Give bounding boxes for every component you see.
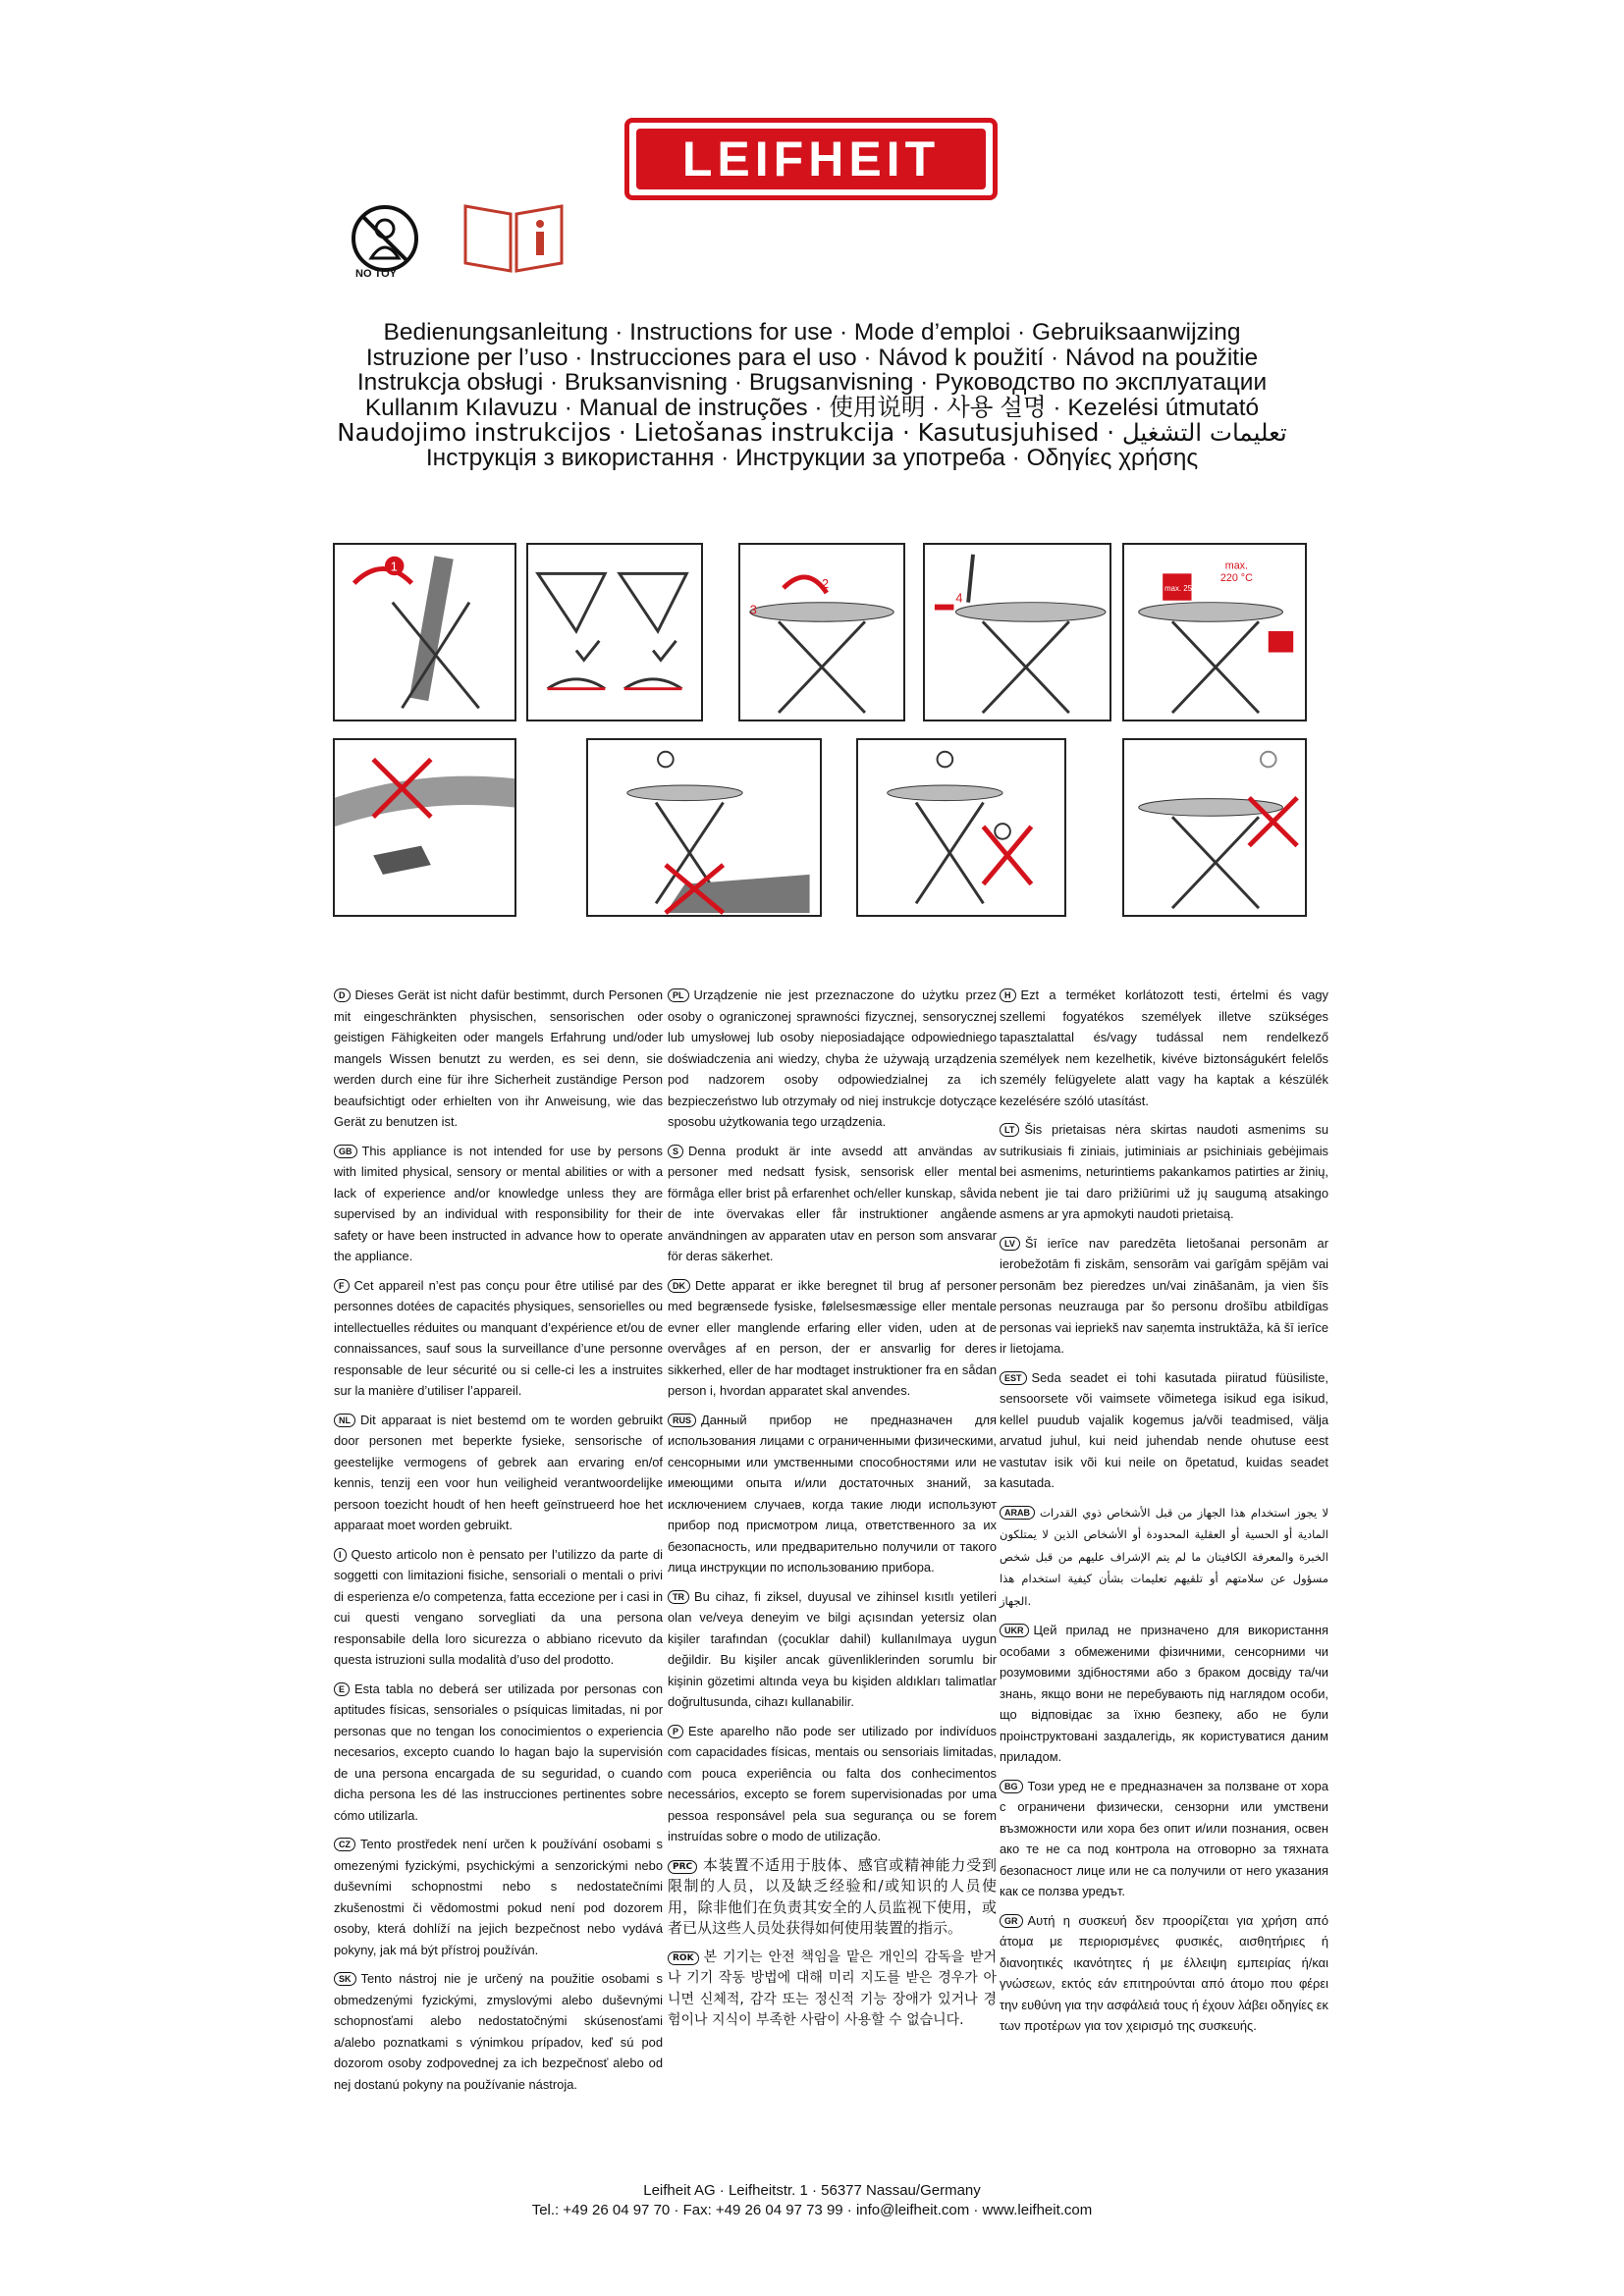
country-badge: UKR xyxy=(1000,1624,1029,1637)
safety-paragraph xyxy=(1000,1502,1328,1613)
paragraph-text: 본 기기는 안전 책임을 맡은 개인의 감독을 받거나 기기 작동 방법에 대해 미리 지도를 받은 경우가 아니면 신체적, 감각 또는 정신적 기능 장애가 있거나 경험이나 지식이 부족한 사람이 사용할 수 없습니다. xyxy=(668,1949,997,2028)
max-label: max. xyxy=(1224,560,1249,572)
safety-paragraph xyxy=(334,1968,663,2095)
step-label: 1 xyxy=(390,559,398,574)
country-badge: ROK xyxy=(668,1951,699,1965)
country-badge: ARAB xyxy=(1000,1506,1035,1520)
paragraph-text: Този уред не е предназначен за ползване от хора с ограничени физически, сензорни или умствени възможности или хора без опит и/или познания, освен ако те не са под контрола на отговорно за тяхната безопасност лице или не са получили от него указания как се ползва уредът. xyxy=(1000,1778,1328,1898)
safety-paragraph xyxy=(668,985,997,1133)
country-badge: I xyxy=(334,1548,347,1562)
safety-paragraph xyxy=(668,1855,997,1940)
country-badge: RUS xyxy=(668,1414,696,1427)
country-badge: F xyxy=(334,1279,350,1293)
safety-paragraph xyxy=(668,1948,997,2032)
paragraph-text: لا يجوز استخدام هذا الجهاز من قبل الأشخاص ذوي القدرات المادية أو الحسية أو العقلية المحدودة أو الأشخاص الذين لا يمتلكون الخبرة والمعرفة الكافيتان ما لم يتم الإشراف عليهم من قبل شخص مسؤول عن سلامتهم أو تلقيهم تعليمات بشأن كيفية استخدام هذا الجهاز. xyxy=(1000,1505,1328,1608)
text-column-1 xyxy=(334,985,663,2103)
paragraph-text: 本装置不适用于肢体、感官或精神能力受到限制的人员，以及缺乏经验和/或知识的人员使用，除非他们在负责其安全的人员监视下使用，或者已从这些人员处获得如何使用装置的指示。 xyxy=(668,1855,997,1937)
paragraph-text: Цей прилад не призначено для використання особами з обмеженими фізичними, сенсорними чи розумовими здібностями або з браком досвіду та/чи знань, якщо вони не перебувають під наглядом особи, що відповідає за їхню безпеку, або не були проінструктовані заздалегідь, як користуватися даним приладом. xyxy=(1000,1623,1328,1764)
country-badge: BG xyxy=(1000,1780,1023,1793)
title-line: Bedienungsanleitung · Instructions for use · Mode d’emploi · Gebruiksaanwijzing xyxy=(383,319,1241,346)
country-badge: NL xyxy=(334,1414,355,1427)
country-badge: PRC xyxy=(668,1860,697,1874)
paragraph-text: Tento prostředek není určen k používání osobami s omezenými fyzickými, psychickými a senzorickými nebo duševními schopnostmi nebo s nedostatečními zkušenostmi či vědomostmi pokud není pod dozorem osoby, která dohlíží na jejich bezpečnost nebo vydává pokyny, jak má být přístroj používán. xyxy=(334,1837,663,1957)
country-badge: E xyxy=(334,1682,350,1696)
paragraph-text: Esta tabla no deberá ser utilizada por personas con aptitudes físicas, sensoriales o psíquicas limitadas, ni por personas que no tengan los conocimientos o experiencia necesarios, excepto cuando lo hagan bajo la supervisión de una persona encargada de su seguridad, o cuando dicha persona les dé las instrucciones pertinentes sobre cómo utilizarla. xyxy=(334,1681,663,1823)
safety-paragraph xyxy=(1000,1367,1328,1494)
safety-paragraph xyxy=(334,1141,663,1267)
safety-paragraph xyxy=(1000,1119,1328,1225)
country-badge: GB xyxy=(334,1145,357,1158)
step-label: 4 xyxy=(955,590,963,606)
country-badge: SK xyxy=(334,1972,356,1986)
safety-paragraph xyxy=(1000,1233,1328,1360)
safety-paragraph xyxy=(668,1275,997,1402)
paragraph-text: Dit apparaat is niet bestemd om te worden gebruikt door personen met beperkte fysieke, sensorische of geestelijke vermogens of gebrek aan ervaring en/of kennis, tenzij een voor hun veiligheid verantwoordelijke persoon toezicht houdt of hen heeft geïnstrueerd hoe het apparaat moet worden gebruikt. xyxy=(334,1412,663,1532)
footer-contact: Tel.: +49 26 04 97 70 · Fax: +49 26 04 97 73 99 · info@leifheit.com · www.leifheit.com xyxy=(531,2202,1093,2218)
figure-no-children xyxy=(856,738,1066,917)
title-line: Kullanım Kılavuzu · Manual de instruções · 使用说明 · 사용 설명 · Kezelési útmutató xyxy=(364,394,1260,421)
title-line: Naudojimo instrukcijos · Lietošanas instrukcija · Kasutusjuhised · تعليمات التشغيل xyxy=(337,418,1287,447)
text-column-3 xyxy=(1000,985,1328,2045)
country-badge: S xyxy=(668,1145,683,1158)
safety-paragraph xyxy=(1000,1776,1328,1902)
title-line: Istruzione per l’uso · Instrucciones para el uso · Návod k použití · Návod na použitie xyxy=(365,344,1259,371)
footer-address: Leifheit AG · Leifheitstr. 1 · 56377 Nassau/Germany xyxy=(643,2182,981,2199)
safety-paragraph xyxy=(334,1834,663,1960)
figure-max-load xyxy=(1122,543,1307,721)
title-line: Інструкція з використання · Инструкции за употреба · Οδηγίες χρήσης xyxy=(425,444,1199,471)
safety-paragraph xyxy=(668,1721,997,1847)
no-toy-label: NO TOY xyxy=(355,268,397,280)
text-column-2 xyxy=(668,985,997,2040)
safety-paragraph xyxy=(668,1410,997,1578)
safety-paragraph xyxy=(334,1544,663,1671)
paragraph-text: Dette apparat er ikke beregnet til brug af personer med begrænsede fysiske, følelsesmæssige eller mentale evner eller manglende erfaring eller viden, uden at de overvåges af en person, der er ansvarlig for deres sikkerhed, eller de har modtaget instruktioner fra en sådan person i, hvordan apparatet skal anvendes. xyxy=(668,1277,997,1398)
paragraph-text: Данный прибор не предназначен для использования лицами с ограниченными физическими, сенсорными или умственными способностями или не имеющими опыта и/или достаточных знаний, за исключением случаев, когда такие люди используют прибор под присмотром лица, ответственного за их безопасность, или предварительно получили от такого лица инструкции по использованию прибора. xyxy=(668,1412,997,1575)
safety-paragraph xyxy=(334,1275,663,1402)
figure-no-floor-ironing xyxy=(586,738,822,917)
brand-logo xyxy=(624,118,998,200)
paragraph-text: Este aparelho não pode ser utilizado por indivíduos com capacidades físicas, mentais ou sensoriais limitadas, com pouca experiência ou falta dos conhecimentos necessários, excepto se forem supervisionadas por uma pessoa responsável pela sua segurança ou se forem instruídas sobre o modo de utilização. xyxy=(668,1723,997,1843)
country-badge: DK xyxy=(668,1279,690,1293)
safety-paragraph xyxy=(334,985,663,1133)
country-badge: LT xyxy=(1000,1123,1019,1137)
country-badge: D xyxy=(334,988,351,1002)
safety-paragraph xyxy=(1000,1620,1328,1768)
figure-cord-holder xyxy=(923,543,1111,721)
read-manual-icon xyxy=(461,196,566,275)
step-label: 3 xyxy=(749,603,757,617)
max-temp-label: 220 °C xyxy=(1219,572,1253,585)
paragraph-text: Questo articolo non è pensato per l’utilizzo da parte di soggetti con limitazioni fisiche, sensoriali o mentali o privi di esperienza e/o competenza, fatta eccezione per i casi in cui questi vengano sorvegliati da una persona responsabile della loro sicurezza o abbiano ricevuto da questa istruzioni sulla modalità d’uso del prodotto. xyxy=(334,1546,663,1667)
country-badge: EST xyxy=(1000,1371,1027,1385)
paragraph-text: Tento nástroj nie je určený na použitie osobami s obmedzenými fyzickými, zmyslovými alebo duševnými schopnosťami alebo nedostatočnými skúsenosťami a/alebo poznatkami s výnimkou prípadov, keď sú pod dozorom osoby zodpovednej za ich bezpečnosť alebo od nej dostanú pokyny na používanie nástroja. xyxy=(334,1971,663,2092)
country-badge: TR xyxy=(668,1590,689,1604)
country-badge: CZ xyxy=(334,1838,355,1851)
max-weight-label: max. 25 kg xyxy=(1164,583,1203,593)
paragraph-text: Šī ierīce nav paredzēta lietošanai personām ar ierobežotām fi ziskām, sensorām vai garīgām spējām vai personām bez pieredzes un/vai zināšanām, ja vien šīs personas neuzrauga par šo personu drošību atbildīgas personas vai iepriekš nav saņemta instruktāža, kā šī ierīce ir lietojama. xyxy=(1000,1235,1328,1356)
paragraph-text: Denna produkt är inte avsedd att användas av personer med nedsatt fysisk, sensorisk eller mental förmåga eller brist på erfarenhet och/eller kunskap, såvida de inte övervakas eller får instruktioner angående användningen av apparaten utav en person som ansvarar för deras säkerhet. xyxy=(668,1143,997,1263)
title-line: Instrukcja obsługi · Bruksanvisning · Brugsanvisning · Руководство по эксплуатации xyxy=(356,369,1268,396)
safety-paragraph xyxy=(668,1141,997,1267)
figure-no-sitting xyxy=(1122,738,1307,917)
safety-paragraph xyxy=(334,1410,663,1536)
safety-paragraph xyxy=(1000,1910,1328,2037)
safety-paragraph xyxy=(668,1586,997,1713)
country-badge: LV xyxy=(1000,1237,1020,1251)
figure-lock xyxy=(738,543,905,721)
country-badge: PL xyxy=(668,988,689,1002)
paragraph-text: Αυτή η συσκευή δεν προορίζεται για χρήση από άτομα με περιορισμένες φυσικές, αισθητήριες ή διανοητικές ικανότητες ή με έλλειψη εμπειρίας ή/και γνώσεων, εκτός εάν επιτηρούνται από άτομο που φέρει την ευθύνη για την ασφάλειά τους ή έχουν λάβει οδηγίες εκ των προτέρων για τον χειρισμό της συσκευής. xyxy=(1000,1912,1328,2033)
paragraph-text: This appliance is not intended for use by persons with limited physical, sensory or mental abilities or with a lack of experience and/or knowledge unless they are supervised by an individual with responsibility for their safety or have been instructed in advance how to operate the appliance. xyxy=(334,1143,663,1263)
country-badge: GR xyxy=(1000,1914,1023,1928)
paragraph-text: Ezt a terméket korlátozott testi, értelmi és vagy szellemi fogyatékos személyek illetve szükséges tapasztalattal és/vagy tudással nem rendelkező személyek nem kezelhetik, kivéve biztonságukért felelős személy felügyelete alatt vagy ha kaptak a készülék kezelésére szóló utasítást. xyxy=(1000,988,1328,1108)
paragraph-text: Seda seadet ei tohi kasutada piiratud füüsiliste, sensoorsete või vaimsete võimetega isikud ega isikud, kellel puudub vajalik kogemus ja/või teadmised, välja arvatud juhul, kui neid juhendab nende ohutuse eest vastutav isik või kui neile on õpetatud, kuidas seadet kasutada. xyxy=(1000,1369,1328,1490)
brand-name: LEIFHEIT xyxy=(636,129,986,189)
paragraph-text: Dieses Gerät ist nicht dafür bestimmt, durch Personen mit eingeschränkten physischen, sensorischen oder geistigen Fähigkeiten oder mangels Erfahrung und/oder mangels Wissen benutzt zu werden, es sei denn, sie werden durch eine für ihre Sicherheit zuständige Person beaufsichtigt oder erhielten von ihr Anweisung, wie das Gerät zu benutzen ist. xyxy=(334,988,663,1129)
paragraph-text: Šis prietaisas nėra skirtas naudoti asmenims su sutrikusiais fi ziniais, jutiminiais ar psichiniais gebėjimais bei asmenims, neturintiems pakankamos patirties ar žinių, nebent jie tai daro prižiūrimi už jų saugumą atsakingo asmens ar yra apmokyti naudoti prietaisą. xyxy=(1000,1122,1328,1221)
safety-paragraph xyxy=(1000,985,1328,1111)
paragraph-text: Bu cihaz, fi ziksel, duyusal ve zihinsel kısıtlı yetileri olan ve/veya deneyim ve bilgi açısından yetersiz olan kişiler tarafından (çocuklar dahil) kullanılmaya uygun değildir. Bu kişiler ancak güvenliklerinden sorumlu bir kişinin gözetimi altında veya bu kişiden aldıkları talimatlar doğrultusunda, cihazı kullanabilir. xyxy=(668,1588,997,1709)
paragraph-text: Cet appareil n’est pas conçu pour être utilisé par des personnes dotées de capacités physiques, sensorielles ou intellectuelles réduites ou manquant d’expérience et/ou de connaissances, sauf sous la surveillance d’une personne responsable de leur sécurité ou si celle-ci les a instruites sur la manière d’utiliser l’appareil. xyxy=(334,1277,663,1398)
step-label: 2 xyxy=(822,577,830,592)
figure-fold-legs xyxy=(333,543,516,721)
country-badge: P xyxy=(668,1725,683,1738)
figure-no-iron-on-cover xyxy=(333,738,516,917)
safety-paragraph xyxy=(334,1679,663,1827)
paragraph-text: Urządzenie nie jest przeznaczone do użytku przez osoby o ograniczonej sprawności fizycznej, sensorycznej lub umysłowej lub osoby nieposiadające odpowiedniego doświadczenia ani wiedzy, chyba że używają urządzenia pod nadzorem osoby odpowiedzialnej za ich bezpieczeństwo lub otrzymały od niej instrukcje dotyczące sposobu użytkowania tego urządzenia. xyxy=(668,988,997,1129)
instruction-titles xyxy=(295,320,1329,470)
figure-height-adjust xyxy=(526,543,703,721)
country-badge: H xyxy=(1000,988,1016,1002)
